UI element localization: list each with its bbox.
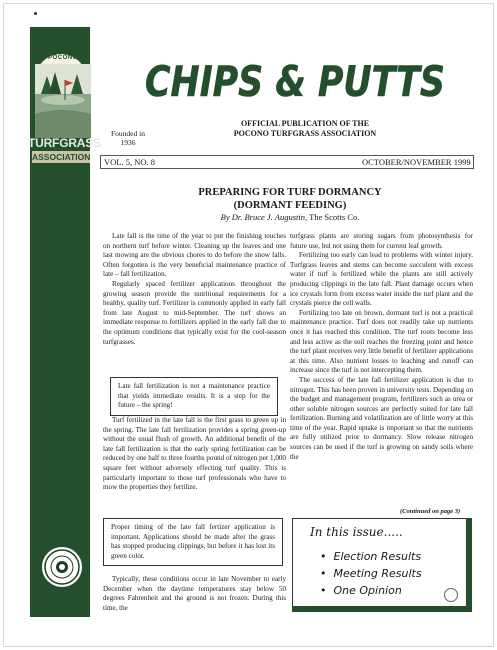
pull-quote-1: Late fall fertilization is not a maintenance practice that yields immediate results. It is a step for the future – the spring! (110, 377, 278, 416)
in-this-issue-heading: In this issue..... (310, 525, 403, 539)
left-column-top (103, 232, 286, 347)
official-line-1: OFFICIAL PUBLICATION OF THE (240, 119, 370, 128)
paragraph: Typically, these conditions occur in late November to early December when the daytime temperatures stay below 50 degrees Fahrenheit and the ground is not frozen. During this time, the (103, 575, 286, 612)
masthead-title-text: CHIPS & PUTTS (145, 57, 445, 106)
pull-quote-2: Proper timing of the late fall fertizer application is important. Applications should be made after the grass has stopped producing clippings, but before it has lost its green color. (103, 518, 283, 566)
paragraph: turfgrass plants are storing sugars from photosynthesis for future use, but not using them for current leaf growth. (290, 232, 473, 250)
logo-name-text: TURFGRASS (28, 136, 101, 150)
logo-association-text: ASSOCIATION (32, 152, 91, 162)
paragraph: Turf fertilized in the late fall is the first grass to green up in the spring. The late fall fertilization provides a spring green-up without the usual flush of growth. An additional benefit of the late fall fertilization is that the early spring fertilization can be reduced by one half to three fourths pound of nitrogen per 1,000 square feet without adversely effecting turf quality. This is particularly important to those turf professionals who have to mow the properties they fertilize. (103, 416, 286, 492)
issue-item-meeting[interactable]: • Meeting Results (320, 565, 422, 582)
founded-year: 1936 (120, 138, 136, 147)
association-logo (33, 52, 89, 136)
golf-ball-icon (444, 588, 458, 602)
volume-number: VOL. 5, NO. 8 (104, 157, 155, 167)
golf-course-emblem-icon (35, 54, 91, 138)
right-column (290, 232, 473, 462)
byline-organization: The Scotts Co. (307, 212, 360, 222)
seal-icon (44, 549, 80, 585)
paragraph: Fertilizing too late on brown, dormant turf is not a practical maintenance practice. Turf does not readily take up nutrients once it has reached this condition. The turf roots become less and less active as the soil reaches the freezing point and hence the turf plant receives very little benefit of fertilizer applications at this time. Also nutrient losses to leaching and runoff can increase since the turf is not intercepting them. (290, 308, 473, 375)
issue-date: OCTOBER/NOVEMBER 1999 (362, 157, 471, 167)
issue-item-opinion[interactable]: • One Opinion (320, 582, 422, 599)
byline-author: By Dr. Bruce J. Augustin, (220, 212, 308, 222)
issue-box-shadow-right (466, 518, 472, 610)
article-byline (150, 212, 430, 222)
corner-dot (34, 12, 37, 15)
seal-emblem (42, 547, 82, 587)
founded-label: Founded in (111, 129, 145, 138)
left-column-middle (103, 416, 286, 493)
article-title-line-1: PREPARING FOR TURF DORMANCY (198, 187, 382, 198)
paragraph: The success of the late fall fertilizer application is due to nitrogen. This has been proven in university tests. Depending on the budget and management program, fertilizers such as urea or other soluble nitrogen sources are perfectly suited for late fall fertilization. Burning and volatilization are of little worry at this time of the year. Rapid uptake is important so that the nutrients are fully utilized prior to dormancy. Slow release nitrogen sources can be used if the turf is growing on sandy soils where the (290, 375, 473, 461)
continued-note: (Continued on page 3) (400, 508, 461, 515)
left-column-bottom (103, 575, 286, 613)
article-title-line-2: (DORMANT FEEDING) (233, 200, 347, 211)
paragraph: Late fall is the time of the year to put the finishing touches on northern turf before winter. Cleaning up the leaves and one last mowing are the obvious chores to do before the snow falls. Often forgotten is the very beneficial maintenance practice of late – fall fertilization. (103, 232, 286, 279)
masthead-title (140, 52, 450, 112)
official-line-2: POCONO TURFGRASS ASSOCIATION (233, 129, 377, 138)
issue-item-election[interactable]: • Election Results (320, 548, 422, 565)
official-publication (175, 119, 435, 139)
logo-top-text: POCONO (48, 55, 78, 61)
in-this-issue-list (320, 548, 422, 599)
founded-note (104, 129, 152, 147)
article-title (150, 186, 430, 212)
paragraph: Fertilizing too early can lead to problems with winter injury. Turfgrass leaves and stems can become succulent with excess water if turf is fertilized while the plants are still actively producing clippings in the late fall. Plant damage occurs when ice crystals form from excess water inside the turf plant and the crystals pierce the cell walls. (290, 251, 473, 308)
paragraph: Regularly spaced fertilizer applications throughout the growing season provide the nutritional requirements for a healthy, quality turf. Fertilizer is commonly applied in early fall from late August to mid-September. The turf shows an immediate response to fertilizers applied in the early fall due to the optimum conditions that typically exist for the cool-season turfgrasses. (103, 279, 286, 346)
issue-box-shadow-bottom (292, 606, 472, 612)
